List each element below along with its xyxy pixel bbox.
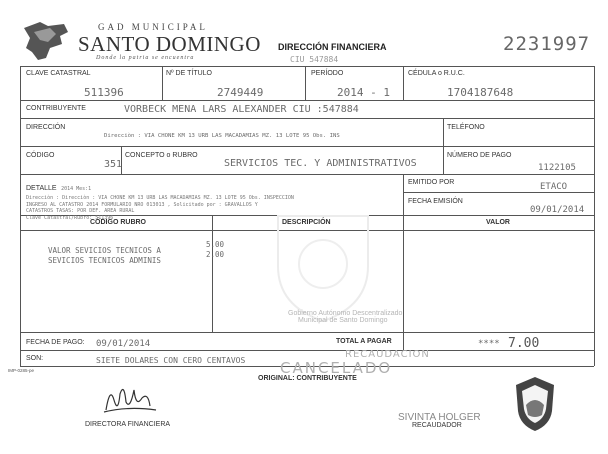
fecha-emision-value: 09/01/2014 [530,205,585,215]
cedula-label: CÉDULA o R.U.C. [408,70,465,77]
header-valor: VALOR [486,219,510,226]
emitido-por-label: EMITIDO POR [408,179,455,186]
no-titulo-label: Nº DE TÍTULO [166,70,212,77]
numero-pago-value: 1122105 [538,163,576,173]
periodo-value: 2014 - 1 [337,86,390,99]
numero-pago-label: NÚMERO DE PAGO [447,152,512,159]
header-descripcion: DESCRIPCIÓN [282,219,331,226]
city-name: SANTO DOMINGO [78,32,261,56]
fecha-pago-label: FECHA DE PAGO: [26,339,85,346]
clave-catastral-value: 511396 [84,86,124,99]
item-name: SEVICIOS TECNICOS ADMINIS [48,256,161,265]
watermark-text [288,310,402,324]
detalle-line: Clave Catastral/Rubro: 511396 [26,214,114,221]
periodo-label: PERÍODO [311,70,344,77]
concepto-value: SERVICIOS TEC. Y ADMINISTRATIVOS [224,158,417,169]
detalle-label: DETALLE [26,185,57,192]
coat-of-arms-icon [258,196,388,326]
crest-icon [512,375,558,433]
recaudador-label: RECAUDADOR [412,422,462,429]
watermark-seal [258,196,388,326]
telefono-label: TELÉFONO [447,124,485,131]
cancelado-stamp: CANCELADO [280,359,393,377]
emitido-por-value: ETACO [540,182,568,192]
fecha-pago-value: 09/01/2014 [96,339,151,349]
crest-emblem [512,375,558,433]
codigo-label: CÓDIGO [26,152,55,159]
son-value: SIETE DOLARES CON CERO CENTAVOS [96,356,246,365]
header-codigo-rubro: CÓDIGO RUBRO [90,219,146,226]
detalle-line: INGRESO AL CATASTRO 2014 FORMULARIO NRO 013013 , Solicitado por : GRAVALLOS Y [26,201,258,208]
total-value: 7.00 [508,336,540,351]
no-titulo-value: 2749449 [217,86,264,99]
cedula-value: 1704187648 [447,86,514,99]
total-label: TOTAL A PAGAR [336,338,392,345]
item-amount: 5.00 [206,240,225,249]
director-signature [100,380,160,416]
direccion-value: Direcciòn : VIA CHONE KM 13 URB LAS MACADAMIAS MZ. 13 LOTE 95 Obs. INS [104,133,340,139]
fecha-emision-label: FECHA EMISIÓN [408,198,463,205]
gad-label: GAD MUNICIPAL [98,22,208,32]
ciu-reference: CIU 547884 [290,55,339,64]
item-name: VALOR SEVICIOS TECNICOS A [48,246,161,255]
codigo-value: 351 [104,159,123,170]
direccion-label: DIRECCIÓN [26,124,66,131]
concepto-label: CONCEPTO o RUBRO [125,152,198,159]
clave-catastral-label: CLAVE CATASTRAL [26,70,91,77]
detalle-period: 2014 Mes:1 [61,186,92,192]
department-title: DIRECCIÓN FINANCIERA [278,42,387,52]
original-label: ORIGINAL: CONTRIBUYENTE [258,375,357,382]
table-row [48,250,230,268]
city-slogan: Donde la patria se encuentra [96,55,195,61]
contribuyente-label: CONTRIBUYENTE [26,105,86,112]
contribuyente-value: VORBECK MENA LARS ALEXANDER CIU :547884 [124,104,359,115]
recaudador-name: SIVINTA HOLGER [398,412,481,423]
detalle-line: Direcciòn : Direcciòn : VIA CHONE KM 13 URB LAS MACADAMIAS MZ. 13 LOTE 95 Obs. INSPECCION [26,195,294,201]
form-code: IMP-0285-pe [8,368,35,373]
map-logo-icon [20,18,72,64]
item-amount: 2.00 [206,250,225,259]
directora-label: DIRECTORA FINANCIERA [85,421,171,428]
watermark-line: Gobierno Autónomo Descentralizado [288,310,403,317]
watermark-line: Municipal de Santo Domingo [298,317,388,324]
total-stars: **** [478,339,500,349]
recaudacion-stamp: RECAUDACION [345,349,430,360]
detalle-line: CATASTROS TASAS: POR DEF. AREA RURAL [26,208,135,214]
municipal-logo [20,18,72,64]
serial-number: 2231997 [503,33,591,55]
signature-icon [100,380,160,416]
son-label: SON: [26,355,44,362]
